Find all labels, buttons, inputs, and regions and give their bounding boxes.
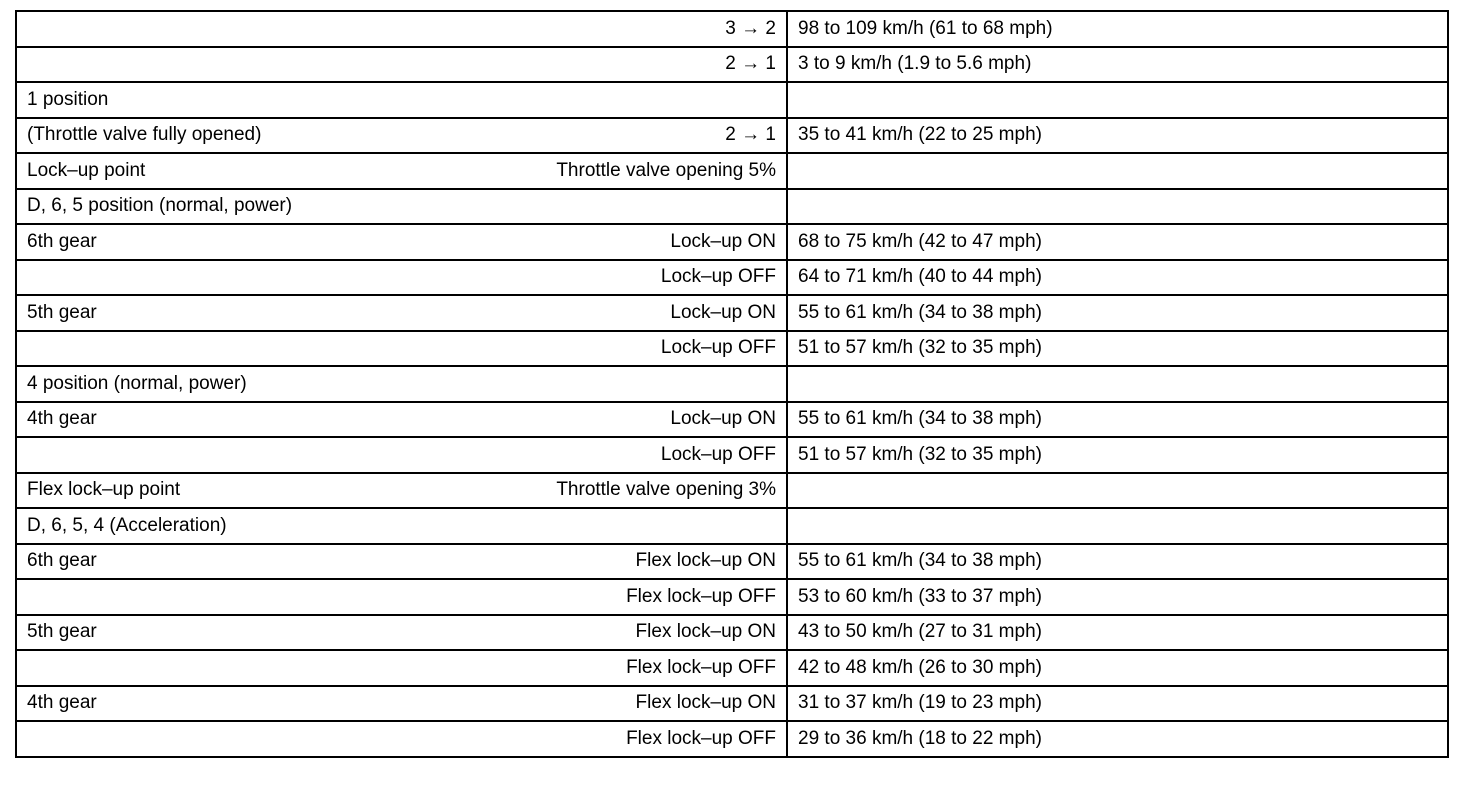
table-row xyxy=(16,11,1448,47)
row-condition: Flex lock–up ON xyxy=(635,621,776,643)
row-label: 4th gear xyxy=(27,692,97,714)
row-label: Lock–up point xyxy=(27,159,146,181)
table-row xyxy=(16,295,1448,331)
condition-cell xyxy=(16,295,787,331)
condition-cell xyxy=(16,473,787,509)
table-row xyxy=(16,544,1448,580)
value-cell: 35 to 41 km/h (22 to 25 mph) xyxy=(787,118,1448,154)
condition-cell xyxy=(16,437,787,473)
table-row xyxy=(16,82,1448,118)
row-condition: 3 → 2 xyxy=(725,17,776,39)
row-label: (Throttle valve fully opened) xyxy=(27,124,262,146)
row-label: 6th gear xyxy=(27,230,97,252)
row-condition: Lock–up OFF xyxy=(660,443,776,465)
value-cell: 55 to 61 km/h (34 to 38 mph) xyxy=(787,295,1448,331)
value-cell xyxy=(787,82,1448,118)
condition-cell xyxy=(16,47,787,83)
row-condition: Flex lock–up OFF xyxy=(626,656,776,678)
table-row xyxy=(16,437,1448,473)
condition-cell xyxy=(16,615,787,651)
table-row xyxy=(16,331,1448,367)
table-row xyxy=(16,189,1448,225)
condition-cell xyxy=(16,544,787,580)
table-row xyxy=(16,721,1448,757)
row-condition: Flex lock–up ON xyxy=(635,550,776,572)
condition-cell xyxy=(16,402,787,438)
condition-cell xyxy=(16,118,787,154)
value-cell: 51 to 57 km/h (32 to 35 mph) xyxy=(787,437,1448,473)
shift-point-spec-table xyxy=(15,10,1449,758)
value-cell: 55 to 61 km/h (34 to 38 mph) xyxy=(787,402,1448,438)
table-row xyxy=(16,153,1448,189)
row-label: D, 6, 5 position (normal, power) xyxy=(27,195,293,217)
value-cell: 64 to 71 km/h (40 to 44 mph) xyxy=(787,260,1448,296)
table-row xyxy=(16,47,1448,83)
row-condition: Lock–up ON xyxy=(670,230,776,252)
condition-cell xyxy=(16,153,787,189)
table-row xyxy=(16,508,1448,544)
value-cell xyxy=(787,473,1448,509)
row-condition: Lock–up OFF xyxy=(660,266,776,288)
value-cell: 29 to 36 km/h (18 to 22 mph) xyxy=(787,721,1448,757)
row-condition: 2 → 1 xyxy=(725,124,776,146)
row-condition: Flex lock–up OFF xyxy=(626,727,776,749)
condition-cell xyxy=(16,260,787,296)
value-cell xyxy=(787,153,1448,189)
row-label: 5th gear xyxy=(27,301,97,323)
table-row xyxy=(16,615,1448,651)
row-label: 4 position (normal, power) xyxy=(27,372,247,394)
table-row xyxy=(16,579,1448,615)
row-condition: Throttle valve opening 5% xyxy=(556,159,776,181)
row-condition: Flex lock–up OFF xyxy=(626,585,776,607)
row-label: 4th gear xyxy=(27,408,97,430)
condition-cell xyxy=(16,11,787,47)
condition-cell xyxy=(16,508,787,544)
condition-cell xyxy=(16,331,787,367)
row-condition: Lock–up ON xyxy=(670,301,776,323)
condition-cell xyxy=(16,224,787,260)
value-cell: 42 to 48 km/h (26 to 30 mph) xyxy=(787,650,1448,686)
value-cell: 43 to 50 km/h (27 to 31 mph) xyxy=(787,615,1448,651)
row-label: 5th gear xyxy=(27,621,97,643)
value-cell: 55 to 61 km/h (34 to 38 mph) xyxy=(787,544,1448,580)
value-cell: 3 to 9 km/h (1.9 to 5.6 mph) xyxy=(787,47,1448,83)
condition-cell xyxy=(16,686,787,722)
table-row xyxy=(16,260,1448,296)
table-row xyxy=(16,224,1448,260)
table-row xyxy=(16,118,1448,154)
row-condition: Lock–up ON xyxy=(670,408,776,430)
value-cell xyxy=(787,366,1448,402)
row-condition: Flex lock–up ON xyxy=(635,692,776,714)
condition-cell xyxy=(16,721,787,757)
value-cell xyxy=(787,189,1448,225)
value-cell: 98 to 109 km/h (61 to 68 mph) xyxy=(787,11,1448,47)
row-label: Flex lock–up point xyxy=(27,479,181,501)
row-label: 6th gear xyxy=(27,550,97,572)
condition-cell xyxy=(16,366,787,402)
value-cell xyxy=(787,508,1448,544)
row-condition: Throttle valve opening 3% xyxy=(556,479,776,501)
row-condition: Lock–up OFF xyxy=(660,337,776,359)
value-cell: 68 to 75 km/h (42 to 47 mph) xyxy=(787,224,1448,260)
value-cell: 31 to 37 km/h (19 to 23 mph) xyxy=(787,686,1448,722)
condition-cell xyxy=(16,650,787,686)
table-row xyxy=(16,473,1448,509)
table-row xyxy=(16,686,1448,722)
value-cell: 51 to 57 km/h (32 to 35 mph) xyxy=(787,331,1448,367)
value-cell: 53 to 60 km/h (33 to 37 mph) xyxy=(787,579,1448,615)
condition-cell xyxy=(16,579,787,615)
condition-cell xyxy=(16,189,787,225)
table-row xyxy=(16,650,1448,686)
table-row xyxy=(16,366,1448,402)
row-label: D, 6, 5, 4 (Acceleration) xyxy=(27,514,227,536)
row-condition: 2 → 1 xyxy=(725,53,776,75)
table-row xyxy=(16,402,1448,438)
row-label: 1 position xyxy=(27,88,109,110)
condition-cell xyxy=(16,82,787,118)
